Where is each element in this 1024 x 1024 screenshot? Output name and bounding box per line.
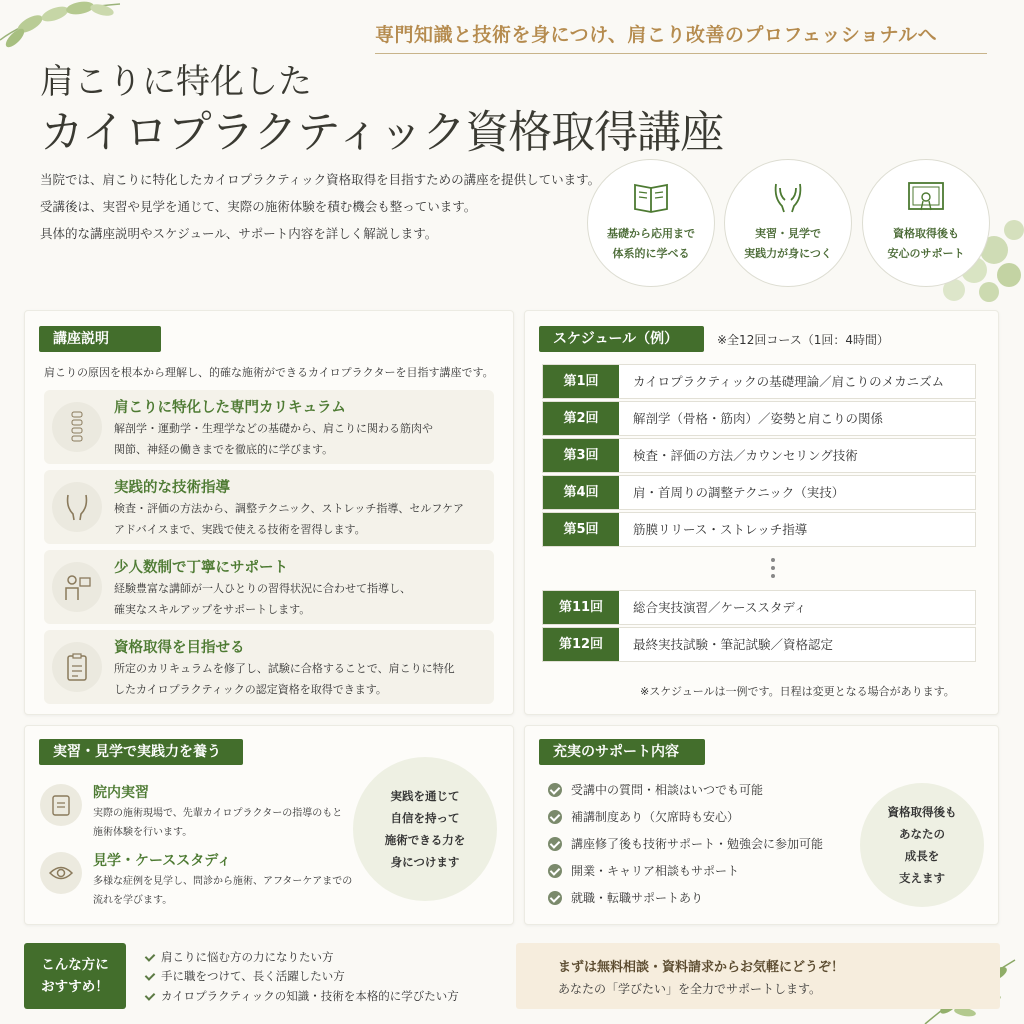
course-title: 講座説明 — [39, 326, 161, 352]
support-item — [548, 889, 703, 906]
intro-line: 当院では、肩こりに特化したカイロプラクティック資格取得を目指すための講座を提供しています。 — [40, 172, 601, 187]
schedule-footnote: ※スケジュールは一例です。日程は変更となる場合があります。 — [640, 685, 955, 698]
practice-line: 施術体験を行います。 — [93, 827, 193, 838]
badge-practice — [724, 159, 852, 287]
session-topic: 検査・評価の方法／カウンセリング技術 — [633, 448, 858, 463]
practice-icon-wrap — [40, 852, 82, 894]
recommend-text: 肩こりに悩む方の力になりたい方 — [161, 950, 334, 964]
feature-icon-wrap — [52, 402, 102, 452]
recommend-item — [144, 968, 345, 984]
feature-line: 解剖学・運動学・生理学などの基礎から、肩こりに関わる筋肉や — [114, 422, 433, 435]
feature-text — [114, 418, 433, 460]
check-icon — [548, 837, 562, 851]
schedule-note: ※全12回コース（1回：4時間） — [717, 333, 889, 347]
eye-icon — [48, 864, 74, 882]
schedule-row — [542, 590, 976, 625]
support-item — [548, 781, 763, 798]
support-item — [548, 862, 739, 879]
check-icon — [548, 783, 562, 797]
badge-support — [862, 159, 990, 287]
book-icon — [631, 180, 671, 214]
schedule-row — [542, 475, 976, 510]
badge-text: 基礎から応用まで 体系的に学べる — [607, 227, 695, 260]
session-number: 第4回 — [543, 476, 619, 509]
feature-card — [44, 470, 494, 544]
support-item — [548, 808, 739, 825]
feature-icon-wrap — [52, 482, 102, 532]
feature-line: アドバイスまで、実践で使える技術を習得します。 — [114, 523, 366, 536]
support-text: 就職・転職サポートあり — [571, 891, 704, 905]
page-title-line1: 肩こりに特化した — [40, 62, 312, 102]
session-topic: 解剖学（骨格・筋肉）／姿勢と肩こりの関係 — [633, 411, 884, 426]
session-number: 第12回 — [543, 628, 619, 661]
feature-text — [114, 658, 455, 700]
feature-heading: 肩こりに特化した専門カリキュラム — [114, 400, 346, 416]
recommend-item — [144, 949, 334, 965]
cta-heading: まずは無料相談・資料請求からお気軽にどうぞ！ — [558, 960, 845, 975]
check-icon — [548, 864, 562, 878]
feature-line: 関節、神経の働きまでを徹底的に学びます。 — [114, 443, 334, 456]
session-number: 第2回 — [543, 402, 619, 435]
session-topic: 最終実技試験・筆記試験／資格認定 — [633, 637, 834, 652]
support-title: 充実のサポート内容 — [539, 739, 705, 765]
practice-title: 実習・見学で実践力を養う — [39, 739, 243, 765]
support-text: 補講制度あり（欠席時も安心） — [571, 810, 740, 824]
cta-banner[interactable] — [516, 943, 1000, 1009]
feature-card — [44, 630, 494, 704]
feature-line: 検査・評価の方法から、調整テクニック、ストレッチ指導、セルフケア — [114, 502, 465, 515]
tagline: 専門知識と技術を身につけ、肩こり改善のプロフェッショナルへ — [375, 20, 987, 54]
practice-text — [93, 872, 352, 910]
practice-highlight-text: 実践を通じて 自信を持って 施術できる力を 身につけます — [384, 789, 466, 869]
feature-icon-wrap — [52, 562, 102, 612]
recommend-item — [144, 988, 459, 1004]
feature-card — [44, 550, 494, 624]
practice-heading: 院内実習 — [93, 785, 149, 801]
feature-line: したカイロプラクティックの認定資格を取得できます。 — [114, 683, 387, 696]
session-topic: 総合実技演習／ケーススタディ — [633, 600, 807, 615]
practice-heading: 見学・ケーススタディ — [93, 853, 232, 869]
certificate-icon — [906, 180, 946, 214]
schedule-row — [542, 512, 976, 547]
session-number: 第5回 — [543, 513, 619, 546]
intro-line: 具体的な講座説明やスケジュール、サポート内容を詳しく解説します。 — [40, 226, 438, 241]
support-text: 開業・キャリア相談もサポート — [571, 864, 740, 878]
page-title-line2: カイロプラクティック資格取得講座 — [40, 107, 724, 158]
check-icon — [144, 991, 155, 1002]
practice-text — [93, 804, 342, 842]
recommend-text: 手に職をつけて、長く活躍したい方 — [161, 969, 345, 983]
cta-subtext: あなたの「学びたい」を全力でサポートします。 — [558, 982, 822, 996]
recommend-label: こんな方に おすすめ！ — [24, 943, 126, 1009]
support-text: 受講中の質問・相談はいつでも可能 — [571, 783, 764, 797]
practice-highlight-circle — [353, 757, 497, 901]
feature-text — [114, 578, 411, 620]
session-number: 第11回 — [543, 591, 619, 624]
support-highlight-text: 資格取得後も あなたの 成長を 支えます — [887, 805, 957, 885]
check-icon — [144, 971, 155, 982]
session-topic: 肩・首周りの調整テクニック（実技） — [633, 485, 845, 500]
feature-text — [114, 498, 464, 540]
intro-text — [40, 166, 600, 247]
check-icon — [144, 952, 155, 963]
feature-card — [44, 390, 494, 464]
clipboard-icon — [50, 793, 72, 817]
support-text: 講座修了後も技術サポート・勉強会に参加可能 — [571, 837, 824, 851]
session-topic: カイロプラクティックの基礎理論／肩こりのメカニズム — [633, 374, 945, 389]
schedule-row — [542, 438, 976, 473]
spine-icon — [65, 410, 89, 444]
feature-icon-wrap — [52, 642, 102, 692]
feature-heading: 資格取得を目指せる — [114, 640, 245, 656]
practice-line: 流れを学びます。 — [93, 895, 173, 906]
practice-icon-wrap — [40, 784, 82, 826]
hands-icon — [768, 180, 808, 214]
feature-line: 確実なスキルアップをサポートします。 — [114, 603, 311, 616]
schedule-row — [542, 364, 976, 399]
teacher-icon — [62, 572, 92, 602]
ellipsis-dots — [771, 558, 775, 582]
feature-line: 所定のカリキュラムを修了し、試験に合格することで、肩こりに特化 — [114, 662, 455, 675]
session-topic: 筋膜リリース・ストレッチ指導 — [633, 522, 808, 537]
course-description: 肩こりの原因を根本から理解し、的確な施術ができるカイロプラクターを目指す講座です。 — [44, 366, 494, 379]
check-icon — [548, 810, 562, 824]
badge-text: 実習・見学で 実践力が身につく — [744, 227, 832, 260]
session-number: 第1回 — [543, 365, 619, 398]
hands-icon — [62, 492, 92, 522]
schedule-row — [542, 401, 976, 436]
schedule-title: スケジュール（例） — [539, 326, 704, 352]
session-number: 第3回 — [543, 439, 619, 472]
recommend-text: カイロプラクティックの知識・技術を本格的に学びたい方 — [161, 989, 459, 1003]
badge-text: 資格取得後も 安心のサポート — [887, 227, 965, 260]
support-highlight-circle — [860, 783, 984, 907]
feature-heading: 実践的な技術指導 — [114, 480, 230, 496]
practice-line: 実際の施術現場で、先輩カイロプラクターの指導のもと — [93, 808, 343, 819]
practice-line: 多様な症例を見学し、問診から施術、アフターケアまでの — [93, 876, 353, 887]
feature-heading: 少人数制で丁寧にサポート — [114, 560, 288, 576]
support-item — [548, 835, 823, 852]
intro-line: 受講後は、実習や見学を通じて、実際の施術体験を積む機会も整っています。 — [40, 199, 477, 214]
check-icon — [548, 891, 562, 905]
schedule-row — [542, 627, 976, 662]
badge-systematic — [587, 159, 715, 287]
clipboard-icon — [62, 652, 92, 682]
feature-line: 経験豊富な講師が一人ひとりの習得状況に合わせて指導し、 — [114, 582, 411, 595]
